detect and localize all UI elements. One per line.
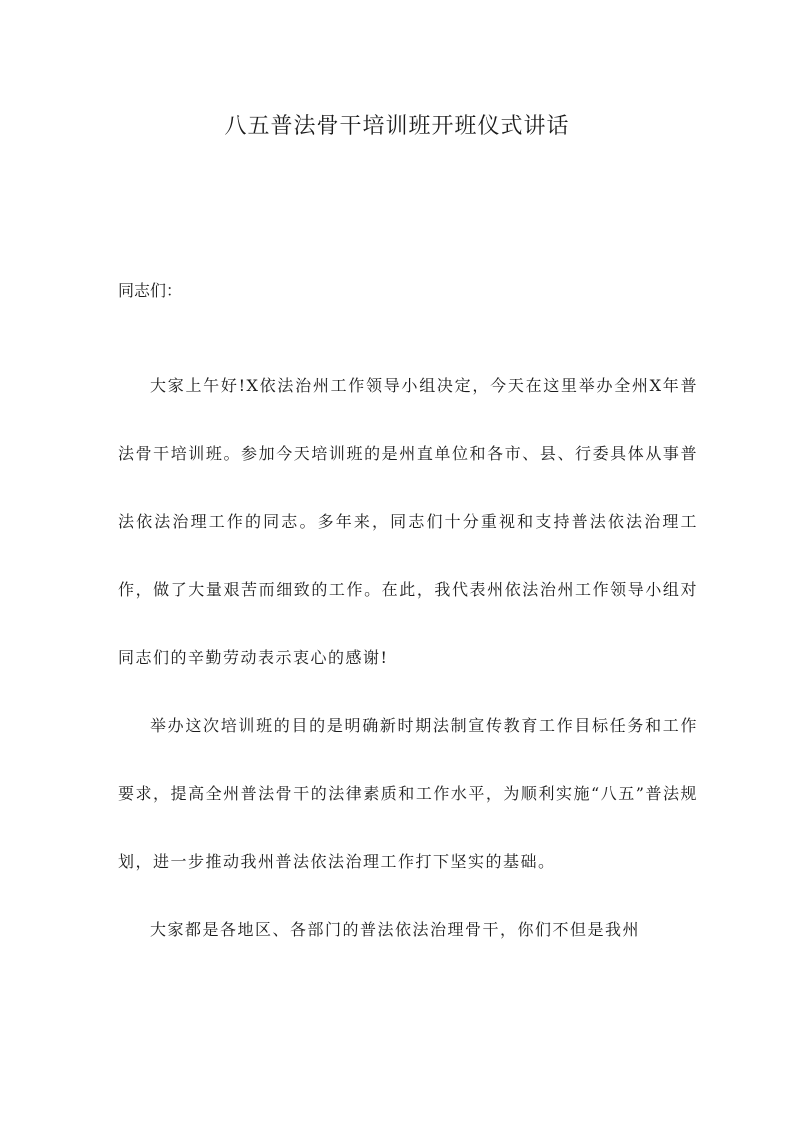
document-body: [118, 276, 698, 964]
paragraph-1: 大家上午好!X依法治州工作领导小组决定，今天在这里举办全州X年普法骨干培训班。参加今天培训班的是州直单位和各市、县、行委具体从事普法依法治理工作的同志。多年来，同志们十分重视和支持普法依法治理工作，做了大量艰苦而细致的工作。在此，我代表州依法治州工作领导小组对同志们的辛勤劳动表示衷心的感谢!: [118, 376, 698, 667]
document-title: 八五普法骨干培训班开班仪式讲话: [224, 114, 570, 139]
paragraph-2: 举办这次培训班的目的是明确新时期法制宣传教育工作目标任务和工作要求，提高全州普法骨干的法律素质和工作水平，为顺利实施“八五”普法规划，进一步推动我州普法依法治理工作打下坚实的基础。: [118, 716, 698, 871]
salutation: 同志们：: [118, 281, 183, 300]
paragraph-3: 大家都是各地区、各部门的普法依法治理骨干，你们不但是我州: [150, 920, 641, 939]
